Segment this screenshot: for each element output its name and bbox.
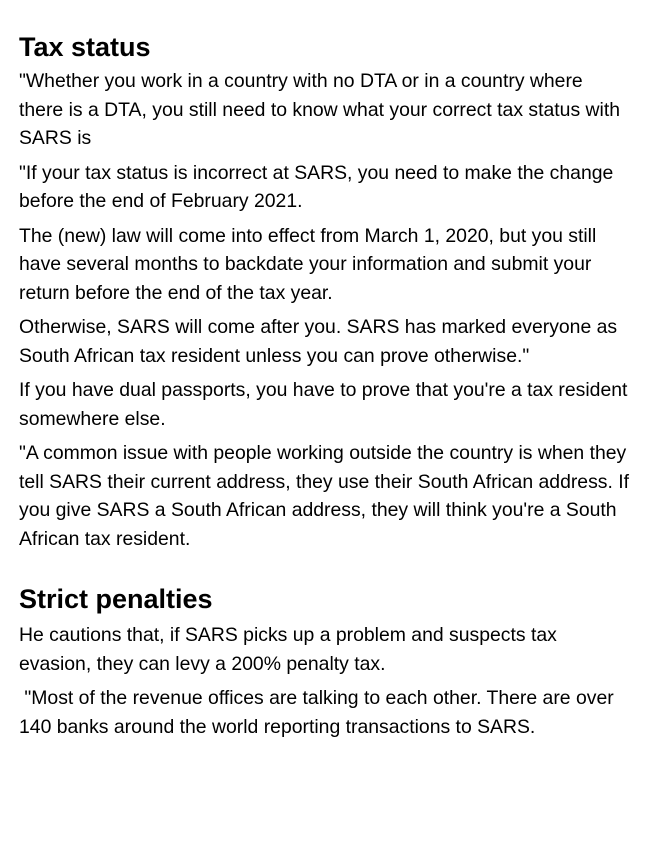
section-strict-penalties [19,583,630,741]
paragraph: He cautions that, if SARS picks up a problem and suspects tax evasion, they can levy a 200% penalty tax. [19,624,563,675]
paragraph: Otherwise, SARS will come after you. SARS has marked everyone as South African tax resident unless you can prove otherwise." [19,316,623,367]
paragraph: "If your tax status is incorrect at SARS, you need to make the change before the end of February 2021. [19,161,619,212]
section-heading: Strict penalties [19,584,213,614]
paragraph: If you have dual passports, you have to prove that you're a tax resident somewhere else. [19,379,633,430]
paragraph: "Most of the revenue offices are talking to each other. There are over 140 banks around the world reporting transactions to SARS. [19,687,620,738]
paragraph: The (new) law will come into effect from March 1, 2020, but you still have several months to backdate your information and submit your return before the end of the tax year. [19,224,602,304]
section-tax-status [19,31,635,553]
paragraph: "Whether you work in a country with no DTA or in a country where there is a DTA, you still need to know what your correct tax status with SARS is [19,70,626,149]
paragraph: "A common issue with people working outside the country is when they tell SARS their current address, they use their South African address. If you give SARS a South African address, they will think you're a South African tax resident. [19,442,635,550]
section-heading: Tax status [19,32,151,62]
